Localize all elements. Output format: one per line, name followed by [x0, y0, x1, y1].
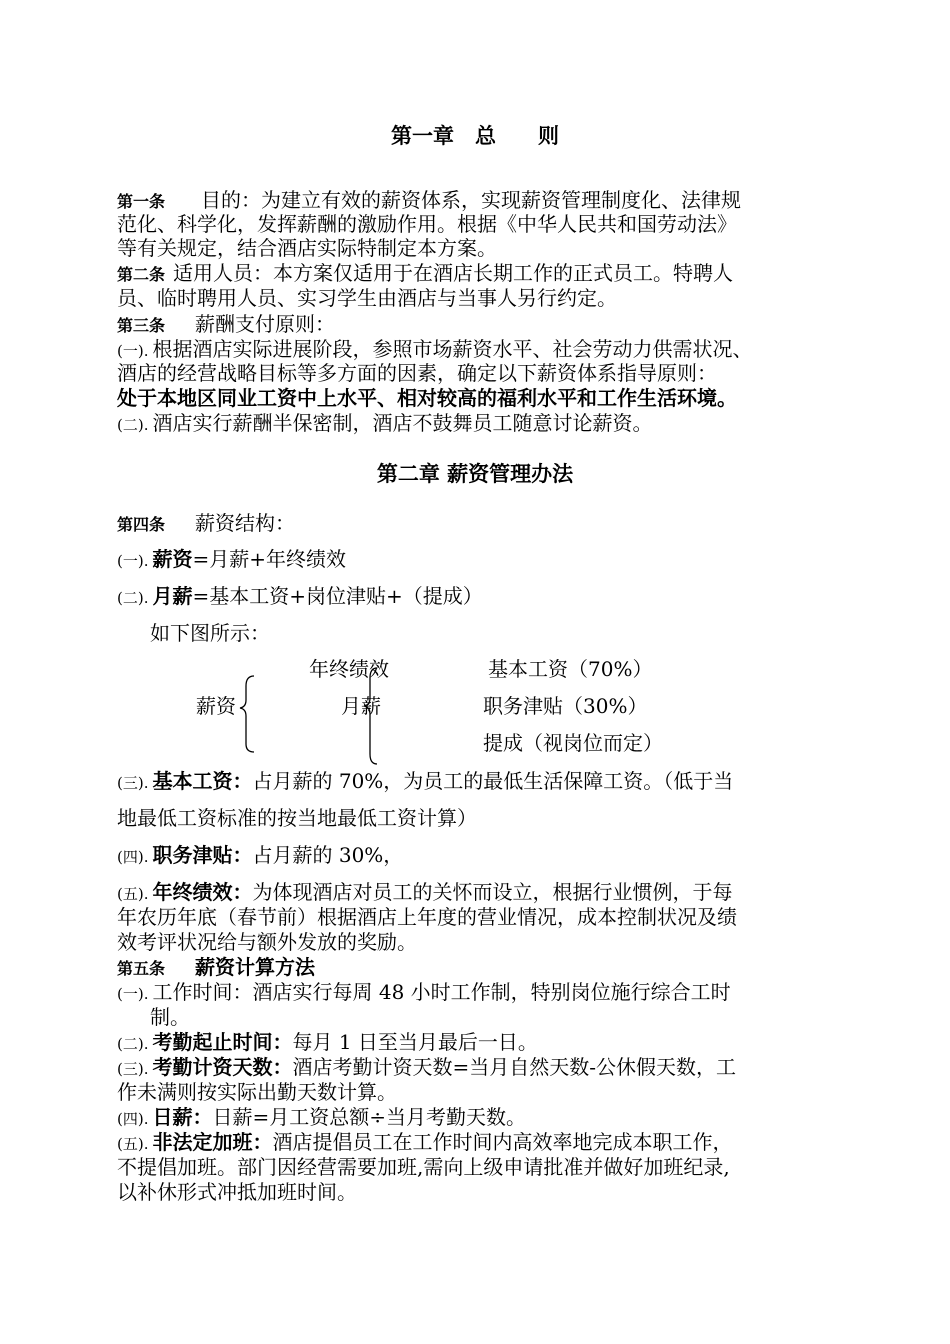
diagram-monthly-label: 月薪 — [341, 694, 381, 718]
article-5-item-4-term: 日薪： — [152, 1105, 213, 1129]
article-2-line-2: 员、临时聘用人员、实习学生由酒店与当事人另行约定。 — [117, 286, 617, 310]
article-5-item-5-term: 非法定加班： — [152, 1130, 273, 1154]
article-3-p1-text: 根据酒店实际进展阶段，参照市场薪资水平、社会劳动力供需状况、 — [152, 337, 753, 361]
article-4-item-3-line-2: 地最低工资标准的按当地最低工资计算） — [117, 806, 477, 830]
article-1-line-2: 范化、科学化，发挥薪酬的激励作用。根据《中华人民共和国劳动法》 — [117, 212, 737, 236]
article-5-item-3-text: 酒店考勤计资天数=当月自然天数-公休假天数，工 — [292, 1055, 736, 1079]
article-5-item-3-line-1 — [117, 1055, 736, 1081]
article-3-label: 第三条 — [117, 316, 166, 335]
article-2-label: 第二条 — [117, 265, 166, 284]
article-4-item-3-number: (三). — [117, 774, 149, 792]
article-5-item-2-number: (二). — [117, 1035, 149, 1053]
article-4-item-1-text: =月薪+年终绩效 — [192, 547, 346, 571]
article-5-item-5-line-2: 不提倡加班。部门因经营需要加班,需向上级申请批准并做好加班纪录, — [117, 1155, 730, 1179]
article-5-item-5-number: (五). — [117, 1135, 149, 1153]
article-4-item-5-number: (五). — [117, 885, 149, 903]
article-5-item-1-number: (一). — [117, 985, 149, 1003]
article-4-item-5-line-1 — [117, 880, 732, 906]
article-4-item-4-number: (四). — [117, 848, 149, 866]
article-3-p2-number: (二). — [117, 416, 149, 434]
article-3-p1-line-2: 酒店的经营战略目标等多方面的因素，确定以下薪资体系指导原则： — [117, 361, 717, 385]
diagram-commission-label: 提成（视岗位而定） — [483, 731, 663, 755]
article-5-title-line — [117, 955, 315, 981]
article-4-item-3-text: 占月薪的 70%，为员工的最低生活保障工资。（低于当 — [252, 769, 734, 793]
article-5-item-3-number: (三). — [117, 1060, 149, 1078]
article-4-item-5-line-3: 效考评状况给与额外发放的奖励。 — [117, 930, 417, 954]
article-5-item-2 — [117, 1030, 538, 1056]
chapter-1-title: 第一章 总 则 — [391, 123, 559, 148]
article-5-item-1-text: 工作时间：酒店实行每周 48 小时工作制，特别岗位施行综合工时 — [152, 980, 731, 1004]
article-4-item-4 — [117, 843, 403, 869]
article-3-p1-line-3: 处于本地区同业工资中上水平、相对较高的福利水平和工作生活环境。 — [117, 386, 737, 410]
article-5-item-1-line-2: 制。 — [150, 1005, 190, 1029]
article-3-p1-number: (一). — [117, 342, 149, 360]
article-4-item-3-line-1 — [117, 769, 733, 795]
article-4-label: 第四条 — [117, 515, 166, 534]
figure-intro: 如下图所示： — [150, 621, 270, 645]
article-4-item-4-term: 职务津贴： — [152, 843, 253, 867]
diagram-allowance-label: 职务津贴（30%） — [483, 694, 648, 718]
article-5-item-1-line-1 — [117, 980, 731, 1006]
article-1-label: 第一条 — [117, 192, 166, 211]
diagram-salary-label: 薪资 — [196, 694, 236, 718]
chapter-2-title: 第二章 薪资管理办法 — [376, 461, 574, 486]
article-4-item-5-line-2: 年农历年底（春节前）根据酒店上年度的营业情况，成本控制状况及绩 — [117, 905, 737, 929]
diagram-base-label: 基本工资（70%） — [488, 657, 653, 681]
article-5-item-4 — [117, 1105, 526, 1131]
article-4-title: 薪资结构： — [195, 511, 296, 535]
article-4-item-1-term: 薪资 — [152, 547, 193, 571]
article-5-title: 薪资计算方法 — [195, 955, 316, 979]
article-4-item-3-term: 基本工资： — [152, 769, 253, 793]
article-5-item-2-term: 考勤起止时间： — [152, 1030, 293, 1054]
article-5-item-4-number: (四). — [117, 1110, 149, 1128]
article-2-text: 适用人员：本方案仅适用于在酒店长期工作的正式员工。特聘人 — [173, 261, 734, 285]
article-5-label: 第五条 — [117, 959, 166, 978]
article-3-title: 薪酬支付原则： — [195, 312, 336, 336]
article-4-item-5-term: 年终绩效： — [152, 880, 253, 904]
article-5-item-3-term: 考勤计资天数： — [152, 1055, 293, 1079]
article-5-item-5-line-1 — [117, 1130, 732, 1156]
article-5-item-5-text: 酒店提倡员工在工作时间内高效率地完成本职工作， — [272, 1130, 733, 1154]
article-1-line-3: 等有关规定，结合酒店实际特制定本方案。 — [117, 236, 497, 260]
article-5-item-5-line-3: 以补休形式冲抵加班时间。 — [117, 1180, 357, 1204]
article-4-item-1-number: (一). — [117, 552, 149, 570]
article-4-item-4-text: 占月薪的 30%， — [252, 843, 404, 867]
article-5-item-3-line-2: 作未满则按实际出勤天数计算。 — [117, 1080, 397, 1104]
monthly-brace — [364, 668, 377, 764]
article-4-item-2-term: 月薪 — [152, 584, 193, 608]
article-4-item-2-text: =基本工资+岗位津贴+（提成） — [192, 584, 483, 608]
article-3-p2-text: 酒店实行薪酬半保密制，酒店不鼓舞员工随意讨论薪资。 — [152, 411, 653, 435]
article-4-item-5-text: 为体现酒店对员工的关怀而设立，根据行业惯例，于每 — [252, 880, 733, 904]
salary-brace — [240, 676, 254, 752]
article-4-item-2-number: (二). — [117, 589, 149, 607]
article-5-item-2-text: 每月 1 日至当月最后一日。 — [292, 1030, 538, 1054]
article-5-item-4-text: 日薪=月工资总额÷当月考勤天数。 — [212, 1105, 526, 1129]
diagram-year-end-label: 年终绩效 — [309, 657, 389, 681]
article-1-text: 目的：为建立有效的薪资体系，实现薪资管理制度化、法律规 — [201, 188, 742, 212]
